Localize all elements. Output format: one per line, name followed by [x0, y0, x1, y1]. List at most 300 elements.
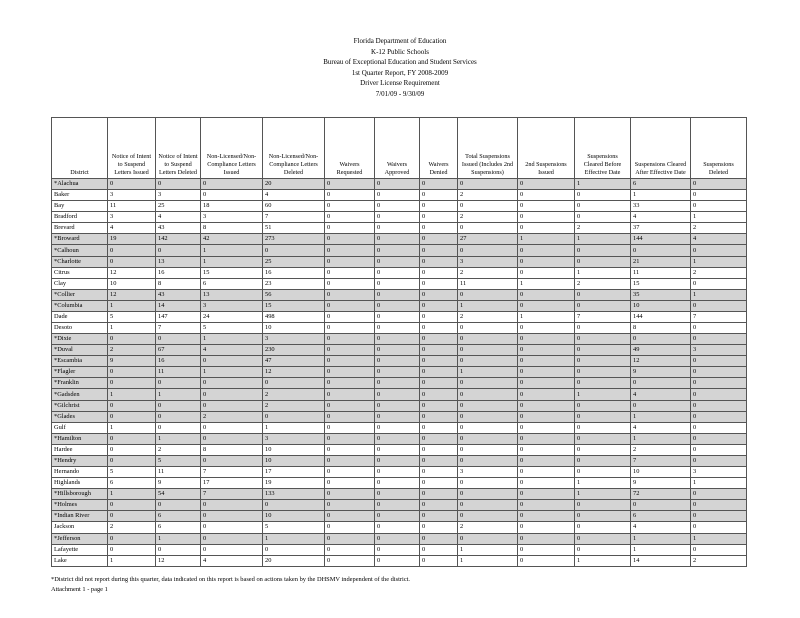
value-cell: 0	[375, 190, 420, 201]
value-cell: 0	[375, 256, 420, 267]
table-row	[52, 278, 747, 289]
value-cell: 0	[518, 511, 575, 522]
value-cell: 0	[263, 411, 325, 422]
footer-note: *District did not report during this quarter, data indicated on this report is based on actions taken by the DHSMV independent of the district.	[51, 576, 411, 583]
district-cell: Desoto	[52, 323, 108, 334]
value-cell: 0	[420, 411, 458, 422]
value-cell: 1	[201, 334, 263, 345]
value-cell: 12	[263, 367, 325, 378]
col-waivers-requested: Waivers Requested	[325, 118, 375, 179]
value-cell: 0	[325, 533, 375, 544]
value-cell: 1	[201, 367, 263, 378]
value-cell: 1	[108, 555, 156, 566]
value-cell: 0	[375, 411, 420, 422]
value-cell: 0	[420, 234, 458, 245]
table-row	[52, 533, 747, 544]
value-cell: 60	[263, 201, 325, 212]
value-cell: 0	[691, 378, 747, 389]
value-cell: 1	[458, 300, 518, 311]
value-cell: 10	[263, 323, 325, 334]
table-body	[52, 179, 747, 567]
table-row	[52, 389, 747, 400]
title-line-schools: K-12 Public Schools	[371, 47, 429, 56]
value-cell: 1	[631, 411, 691, 422]
value-cell: 33	[631, 201, 691, 212]
value-cell: 0	[458, 389, 518, 400]
value-cell: 4	[201, 345, 263, 356]
value-cell: 12	[631, 356, 691, 367]
value-cell: 0	[691, 367, 747, 378]
value-cell: 0	[518, 500, 575, 511]
value-cell: 0	[420, 289, 458, 300]
value-cell: 0	[518, 201, 575, 212]
value-cell: 0	[458, 334, 518, 345]
value-cell: 0	[575, 300, 631, 311]
value-cell: 6	[156, 522, 201, 533]
value-cell: 0	[575, 411, 631, 422]
value-cell: 0	[108, 511, 156, 522]
value-cell: 1	[458, 544, 518, 555]
value-cell: 0	[458, 500, 518, 511]
value-cell: 0	[420, 555, 458, 566]
value-cell: 0	[575, 212, 631, 223]
value-cell: 0	[201, 179, 263, 190]
district-cell: *Gilchrist	[52, 400, 108, 411]
value-cell: 0	[420, 378, 458, 389]
value-cell: 0	[458, 478, 518, 489]
value-cell: 0	[325, 245, 375, 256]
value-cell: 11	[156, 467, 201, 478]
value-cell: 0	[458, 201, 518, 212]
col-notice-deleted: Notice of Intent to Suspend Letters Deleted	[156, 118, 201, 179]
value-cell: 0	[325, 478, 375, 489]
value-cell: 133	[263, 489, 325, 500]
value-cell: 11	[631, 267, 691, 278]
value-cell: 15	[201, 267, 263, 278]
value-cell: 0	[518, 489, 575, 500]
value-cell: 23	[263, 278, 325, 289]
value-cell: 0	[108, 533, 156, 544]
value-cell: 0	[325, 179, 375, 190]
value-cell: 0	[325, 555, 375, 566]
table-row	[52, 212, 747, 223]
value-cell: 0	[375, 356, 420, 367]
value-cell: 498	[263, 311, 325, 322]
value-cell: 42	[201, 234, 263, 245]
value-cell: 0	[691, 323, 747, 334]
value-cell: 0	[458, 378, 518, 389]
value-cell: 9	[156, 478, 201, 489]
value-cell: 1	[631, 533, 691, 544]
value-cell: 0	[518, 433, 575, 444]
value-cell: 0	[420, 190, 458, 201]
value-cell: 0	[325, 300, 375, 311]
value-cell: 1	[631, 433, 691, 444]
value-cell: 0	[518, 334, 575, 345]
value-cell: 0	[575, 345, 631, 356]
value-cell: 0	[156, 334, 201, 345]
value-cell: 0	[325, 256, 375, 267]
value-cell: 3	[108, 212, 156, 223]
district-cell: *Dixie	[52, 334, 108, 345]
value-cell: 0	[420, 223, 458, 234]
value-cell: 0	[325, 190, 375, 201]
value-cell: 0	[420, 489, 458, 500]
col-district: District	[52, 118, 108, 179]
value-cell: 0	[375, 522, 420, 533]
value-cell: 0	[325, 378, 375, 389]
value-cell: 10	[631, 467, 691, 478]
value-cell: 6	[201, 278, 263, 289]
district-cell: Bradford	[52, 212, 108, 223]
district-cell: *Gadsden	[52, 389, 108, 400]
value-cell: 0	[458, 245, 518, 256]
value-cell: 0	[375, 201, 420, 212]
value-cell: 0	[420, 467, 458, 478]
value-cell: 2	[201, 411, 263, 422]
value-cell: 0	[518, 555, 575, 566]
value-cell: 0	[156, 411, 201, 422]
value-cell: 4	[631, 212, 691, 223]
value-cell: 0	[420, 300, 458, 311]
table-row	[52, 555, 747, 566]
value-cell: 0	[575, 422, 631, 433]
value-cell: 1	[518, 311, 575, 322]
value-cell: 0	[575, 256, 631, 267]
value-cell: 11	[156, 367, 201, 378]
value-cell: 0	[325, 389, 375, 400]
value-cell: 4	[631, 422, 691, 433]
value-cell: 7	[263, 212, 325, 223]
value-cell: 0	[375, 289, 420, 300]
value-cell: 1	[201, 245, 263, 256]
value-cell: 6	[631, 179, 691, 190]
value-cell: 0	[575, 245, 631, 256]
district-cell: *Flagler	[52, 367, 108, 378]
value-cell: 4	[691, 234, 747, 245]
value-cell: 1	[691, 256, 747, 267]
value-cell: 0	[201, 389, 263, 400]
district-cell: Gulf	[52, 422, 108, 433]
value-cell: 0	[108, 378, 156, 389]
value-cell: 1	[575, 389, 631, 400]
table-row	[52, 522, 747, 533]
table-row	[52, 378, 747, 389]
value-cell: 0	[420, 522, 458, 533]
value-cell: 4	[631, 389, 691, 400]
value-cell: 0	[201, 455, 263, 466]
value-cell: 0	[375, 311, 420, 322]
value-cell: 0	[375, 223, 420, 234]
value-cell: 0	[575, 500, 631, 511]
district-cell: *Hillsborough	[52, 489, 108, 500]
table-row	[52, 478, 747, 489]
value-cell: 0	[691, 411, 747, 422]
value-cell: 7	[156, 323, 201, 334]
value-cell: 0	[518, 300, 575, 311]
value-cell: 0	[201, 433, 263, 444]
value-cell: 0	[325, 212, 375, 223]
value-cell: 1	[575, 489, 631, 500]
value-cell: 0	[375, 467, 420, 478]
report-title	[0, 36, 800, 100]
district-cell: *Escambia	[52, 356, 108, 367]
value-cell: 8	[201, 223, 263, 234]
value-cell: 0	[575, 444, 631, 455]
value-cell: 2	[458, 212, 518, 223]
value-cell: 13	[156, 256, 201, 267]
value-cell: 0	[108, 500, 156, 511]
district-cell: Baker	[52, 190, 108, 201]
value-cell: 2	[458, 190, 518, 201]
value-cell: 0	[691, 422, 747, 433]
value-cell: 0	[420, 356, 458, 367]
value-cell: 4	[263, 190, 325, 201]
value-cell: 25	[263, 256, 325, 267]
value-cell: 0	[691, 334, 747, 345]
district-cell: Citrus	[52, 267, 108, 278]
value-cell: 0	[420, 389, 458, 400]
value-cell: 7	[201, 467, 263, 478]
value-cell: 0	[375, 267, 420, 278]
value-cell: 0	[575, 323, 631, 334]
value-cell: 27	[458, 234, 518, 245]
table-row	[52, 323, 747, 334]
value-cell: 0	[108, 334, 156, 345]
value-cell: 0	[518, 467, 575, 478]
footer	[51, 575, 410, 595]
value-cell: 147	[156, 311, 201, 322]
value-cell: 6	[156, 511, 201, 522]
value-cell: 9	[631, 367, 691, 378]
value-cell: 0	[201, 500, 263, 511]
value-cell: 1	[263, 533, 325, 544]
district-cell: *Hendry	[52, 455, 108, 466]
table-row	[52, 179, 747, 190]
value-cell: 9	[631, 478, 691, 489]
value-cell: 5	[108, 467, 156, 478]
value-cell: 0	[325, 400, 375, 411]
value-cell: 3	[263, 334, 325, 345]
district-cell: Brevard	[52, 223, 108, 234]
value-cell: 72	[631, 489, 691, 500]
attachment-label: Attachment 1 - page 1	[51, 586, 108, 593]
district-cell: Lafayette	[52, 544, 108, 555]
value-cell: 16	[156, 267, 201, 278]
value-cell: 0	[518, 533, 575, 544]
district-table	[51, 117, 747, 567]
value-cell: 13	[201, 289, 263, 300]
value-cell: 0	[631, 378, 691, 389]
table-row	[52, 367, 747, 378]
value-cell: 0	[375, 500, 420, 511]
district-cell: *Holmes	[52, 500, 108, 511]
value-cell: 2	[458, 267, 518, 278]
table-row	[52, 256, 747, 267]
value-cell: 0	[575, 433, 631, 444]
value-cell: 1	[108, 422, 156, 433]
value-cell: 0	[375, 422, 420, 433]
value-cell: 20	[263, 555, 325, 566]
value-cell: 0	[691, 489, 747, 500]
district-cell: *Collier	[52, 289, 108, 300]
value-cell: 0	[420, 478, 458, 489]
value-cell: 0	[518, 422, 575, 433]
table-row	[52, 411, 747, 422]
title-line-department: Florida Department of Education	[353, 37, 447, 45]
value-cell: 2	[691, 555, 747, 566]
value-cell: 0	[201, 378, 263, 389]
title-line-date-range: 7/01/09 - 9/30/09	[375, 89, 425, 98]
value-cell: 0	[375, 367, 420, 378]
value-cell: 0	[325, 444, 375, 455]
value-cell: 0	[156, 378, 201, 389]
value-cell: 0	[420, 278, 458, 289]
value-cell: 0	[375, 489, 420, 500]
value-cell: 10	[108, 278, 156, 289]
value-cell: 0	[575, 190, 631, 201]
title-line-requirement: Driver License Requirement	[360, 79, 440, 88]
value-cell: 0	[375, 234, 420, 245]
value-cell: 0	[375, 555, 420, 566]
value-cell: 0	[375, 433, 420, 444]
value-cell: 0	[518, 323, 575, 334]
value-cell: 0	[108, 400, 156, 411]
value-cell: 8	[201, 444, 263, 455]
value-cell: 0	[375, 179, 420, 190]
value-cell: 9	[108, 356, 156, 367]
value-cell: 1	[518, 278, 575, 289]
table-row	[52, 467, 747, 478]
value-cell: 0	[575, 367, 631, 378]
value-cell: 0	[420, 345, 458, 356]
value-cell: 2	[631, 444, 691, 455]
value-cell: 3	[201, 212, 263, 223]
value-cell: 0	[375, 533, 420, 544]
value-cell: 0	[691, 278, 747, 289]
value-cell: 0	[325, 455, 375, 466]
value-cell: 0	[325, 223, 375, 234]
value-cell: 1	[156, 533, 201, 544]
value-cell: 17	[201, 478, 263, 489]
value-cell: 0	[263, 500, 325, 511]
value-cell: 0	[375, 323, 420, 334]
value-cell: 19	[108, 234, 156, 245]
district-cell: *Glades	[52, 411, 108, 422]
value-cell: 0	[691, 544, 747, 555]
value-cell: 0	[691, 444, 747, 455]
value-cell: 0	[325, 323, 375, 334]
value-cell: 3	[458, 256, 518, 267]
table-row	[52, 345, 747, 356]
value-cell: 1	[518, 234, 575, 245]
value-cell: 0	[375, 245, 420, 256]
value-cell: 0	[325, 278, 375, 289]
value-cell: 1	[691, 533, 747, 544]
value-cell: 0	[375, 478, 420, 489]
district-cell: Bay	[52, 201, 108, 212]
value-cell: 0	[420, 455, 458, 466]
value-cell: 0	[201, 522, 263, 533]
value-cell: 43	[156, 223, 201, 234]
value-cell: 0	[518, 378, 575, 389]
value-cell: 0	[458, 289, 518, 300]
table-row	[52, 267, 747, 278]
value-cell: 0	[325, 289, 375, 300]
value-cell: 2	[575, 278, 631, 289]
value-cell: 0	[108, 367, 156, 378]
value-cell: 56	[263, 289, 325, 300]
value-cell: 0	[518, 367, 575, 378]
value-cell: 0	[518, 444, 575, 455]
value-cell: 19	[263, 478, 325, 489]
value-cell: 0	[691, 179, 747, 190]
value-cell: 0	[325, 234, 375, 245]
value-cell: 17	[263, 467, 325, 478]
value-cell: 3	[691, 467, 747, 478]
value-cell: 0	[420, 511, 458, 522]
value-cell: 0	[518, 389, 575, 400]
value-cell: 4	[108, 223, 156, 234]
value-cell: 8	[156, 278, 201, 289]
value-cell: 0	[420, 444, 458, 455]
table-row	[52, 400, 747, 411]
value-cell: 15	[631, 278, 691, 289]
value-cell: 0	[518, 256, 575, 267]
value-cell: 0	[325, 500, 375, 511]
value-cell: 0	[575, 378, 631, 389]
table-row	[52, 223, 747, 234]
value-cell: 0	[518, 289, 575, 300]
value-cell: 20	[263, 179, 325, 190]
value-cell: 24	[201, 311, 263, 322]
value-cell: 0	[325, 356, 375, 367]
value-cell: 0	[420, 256, 458, 267]
value-cell: 0	[375, 389, 420, 400]
value-cell: 0	[518, 400, 575, 411]
value-cell: 3	[691, 345, 747, 356]
district-cell: Hardee	[52, 444, 108, 455]
value-cell: 15	[263, 300, 325, 311]
value-cell: 1	[458, 555, 518, 566]
value-cell: 10	[263, 455, 325, 466]
value-cell: 0	[420, 500, 458, 511]
value-cell: 0	[420, 367, 458, 378]
value-cell: 0	[518, 345, 575, 356]
table-row	[52, 544, 747, 555]
value-cell: 0	[518, 179, 575, 190]
value-cell: 0	[458, 345, 518, 356]
table-row	[52, 201, 747, 212]
value-cell: 1	[201, 256, 263, 267]
value-cell: 0	[108, 455, 156, 466]
value-cell: 1	[108, 323, 156, 334]
value-cell: 12	[108, 289, 156, 300]
value-cell: 0	[201, 533, 263, 544]
value-cell: 0	[325, 422, 375, 433]
value-cell: 0	[458, 356, 518, 367]
value-cell: 7	[631, 455, 691, 466]
value-cell: 0	[156, 422, 201, 433]
value-cell: 0	[458, 533, 518, 544]
value-cell: 21	[631, 256, 691, 267]
value-cell: 1	[575, 267, 631, 278]
value-cell: 0	[691, 356, 747, 367]
value-cell: 54	[156, 489, 201, 500]
value-cell: 2	[458, 522, 518, 533]
district-cell: *Hamilton	[52, 433, 108, 444]
district-cell: *Franklin	[52, 378, 108, 389]
